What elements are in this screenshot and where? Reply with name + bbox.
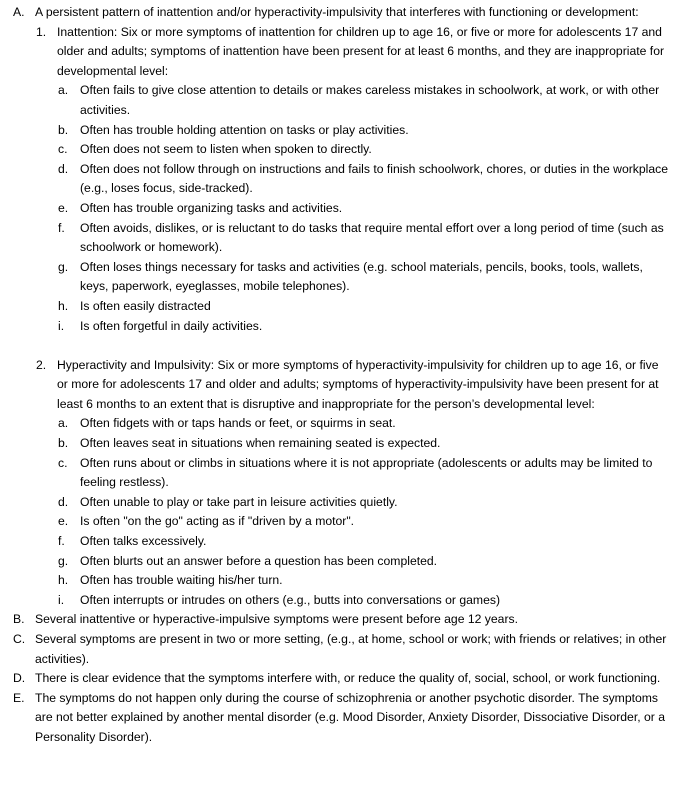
criterion-text: Inattention: Six or more symptoms of inattention for children up to age 16, or five or more for adolescents 17 and older and adults; symptoms of inattention have been present for at least 6 months, and they are inappropriate for developmental level: bbox=[57, 24, 665, 78]
item-marker: e. bbox=[58, 514, 69, 529]
list-item bbox=[0, 317, 672, 337]
criterion-marker: C. bbox=[13, 632, 26, 646]
list-item bbox=[0, 552, 672, 572]
list-item bbox=[0, 512, 672, 532]
criterion-b bbox=[0, 610, 672, 630]
list-item bbox=[0, 81, 672, 120]
item-text: Often talks excessively. bbox=[80, 534, 207, 549]
item-marker: a. bbox=[58, 416, 69, 431]
item-text: Often blurts out an answer before a question has been completed. bbox=[80, 553, 438, 568]
item-text: Often leaves seat in situations when remaining seated is expected. bbox=[80, 436, 441, 451]
criterion-text: There is clear evidence that the symptoms interfere with, or reduce the quality of, social, school, or work functioning. bbox=[35, 671, 661, 686]
item-text: Often has trouble waiting his/her turn. bbox=[80, 573, 283, 588]
criterion-text: A persistent pattern of inattention and/or hyperactivity-impulsivity that interferes with functioning or development: bbox=[35, 5, 639, 19]
list-item bbox=[0, 454, 672, 493]
item-marker: a. bbox=[58, 83, 69, 98]
paragraph-spacer bbox=[0, 336, 672, 356]
criterion-marker: A. bbox=[13, 5, 25, 19]
list-item bbox=[0, 414, 672, 434]
list-item bbox=[0, 160, 672, 199]
item-marker: d. bbox=[58, 161, 69, 176]
item-text: Is often easily distracted bbox=[80, 298, 211, 313]
item-marker: g. bbox=[58, 553, 69, 568]
item-text: Often interrupts or intrudes on others (e.g., butts into conversations or games) bbox=[80, 592, 500, 607]
item-marker: h. bbox=[58, 573, 69, 588]
item-marker: b. bbox=[58, 436, 69, 451]
item-text: Often loses things necessary for tasks and activities (e.g. school materials, pencils, books, tools, wallets, keys, paperwork, eyeglasses, mobile telephones). bbox=[80, 259, 643, 294]
item-marker: c. bbox=[58, 142, 68, 157]
criterion-text: Hyperactivity and Impulsivity: Six or more symptoms of hyperactivity-impulsivity for children up to age 16, or five or more for adolescents 17 and older and adults; symptoms of hyperactivity-impulsivity have been present for at least 6 months to an extent that is disruptive and inappropriate for the person’s developmental level: bbox=[57, 357, 659, 411]
item-marker: i. bbox=[58, 592, 65, 607]
criterion-number: 1. bbox=[36, 24, 47, 39]
item-text: Often fidgets with or taps hands or feet, or squirms in seat. bbox=[80, 416, 396, 431]
list-item bbox=[0, 121, 672, 141]
list-item bbox=[0, 532, 672, 552]
item-marker: d. bbox=[58, 494, 69, 509]
item-marker: b. bbox=[58, 122, 69, 137]
list-item bbox=[0, 434, 672, 454]
criterion-marker: B. bbox=[13, 612, 25, 627]
item-text: Often has trouble organizing tasks and activities. bbox=[80, 200, 343, 215]
item-marker: f. bbox=[58, 220, 65, 235]
criterion-text: Several inattentive or hyperactive-impulsive symptoms were present before age 12 years. bbox=[35, 612, 518, 627]
criterion-a bbox=[0, 3, 672, 23]
list-item bbox=[0, 140, 672, 160]
item-marker: h. bbox=[58, 298, 69, 313]
list-item bbox=[0, 493, 672, 513]
criterion-d bbox=[0, 669, 672, 689]
list-item bbox=[0, 219, 672, 258]
criterion-marker: E. bbox=[13, 690, 25, 705]
list-item bbox=[0, 297, 672, 317]
item-text: Is often "on the go" acting as if "driven by a motor". bbox=[80, 514, 355, 529]
list-item bbox=[0, 199, 672, 219]
criterion-marker: D. bbox=[13, 671, 26, 686]
list-item bbox=[0, 571, 672, 591]
item-marker: e. bbox=[58, 200, 69, 215]
item-marker: i. bbox=[58, 318, 65, 333]
criterion-text: Several symptoms are present in two or more setting, (e.g., at home, school or work; with friends or relatives; in other activities). bbox=[35, 632, 667, 666]
item-marker: c. bbox=[58, 455, 68, 470]
list-item bbox=[0, 258, 672, 297]
criterion-number: 2. bbox=[36, 357, 47, 372]
item-marker: f. bbox=[58, 534, 65, 549]
item-text: Often avoids, dislikes, or is reluctant to do tasks that require mental effort over a long period of time (such as schoolwork or homework). bbox=[80, 220, 664, 255]
item-text: Often unable to play or take part in leisure activities quietly. bbox=[80, 494, 398, 509]
list-item bbox=[0, 591, 672, 611]
inattention-criterion bbox=[0, 23, 672, 82]
item-text: Often does not seem to listen when spoken to directly. bbox=[80, 142, 372, 157]
hyperactivity-criterion bbox=[0, 356, 672, 415]
criterion-text: The symptoms do not happen only during the course of schizophrenia or another psychotic disorder. The symptoms are not better explained by another mental disorder (e.g. Mood Disorder, Anxiety Disorder, Dissociative Disorder, or a Personality Disorder). bbox=[35, 690, 665, 744]
item-text: Is often forgetful in daily activities. bbox=[80, 318, 263, 333]
item-text: Often does not follow through on instructions and fails to finish schoolwork, chores, or duties in the workplace (e.g., loses focus, side-tracked). bbox=[80, 161, 669, 196]
item-marker: g. bbox=[58, 259, 69, 274]
item-text: Often fails to give close attention to details or makes careless mistakes in schoolwork, at work, or with other activities. bbox=[80, 83, 660, 117]
item-text: Often has trouble holding attention on tasks or play activities. bbox=[80, 122, 409, 137]
criterion-c bbox=[0, 630, 672, 669]
item-text: Often runs about or climbs in situations where it is not appropriate (adolescents or adults may be limited to feeling restless). bbox=[80, 455, 653, 490]
criterion-e bbox=[0, 689, 672, 748]
